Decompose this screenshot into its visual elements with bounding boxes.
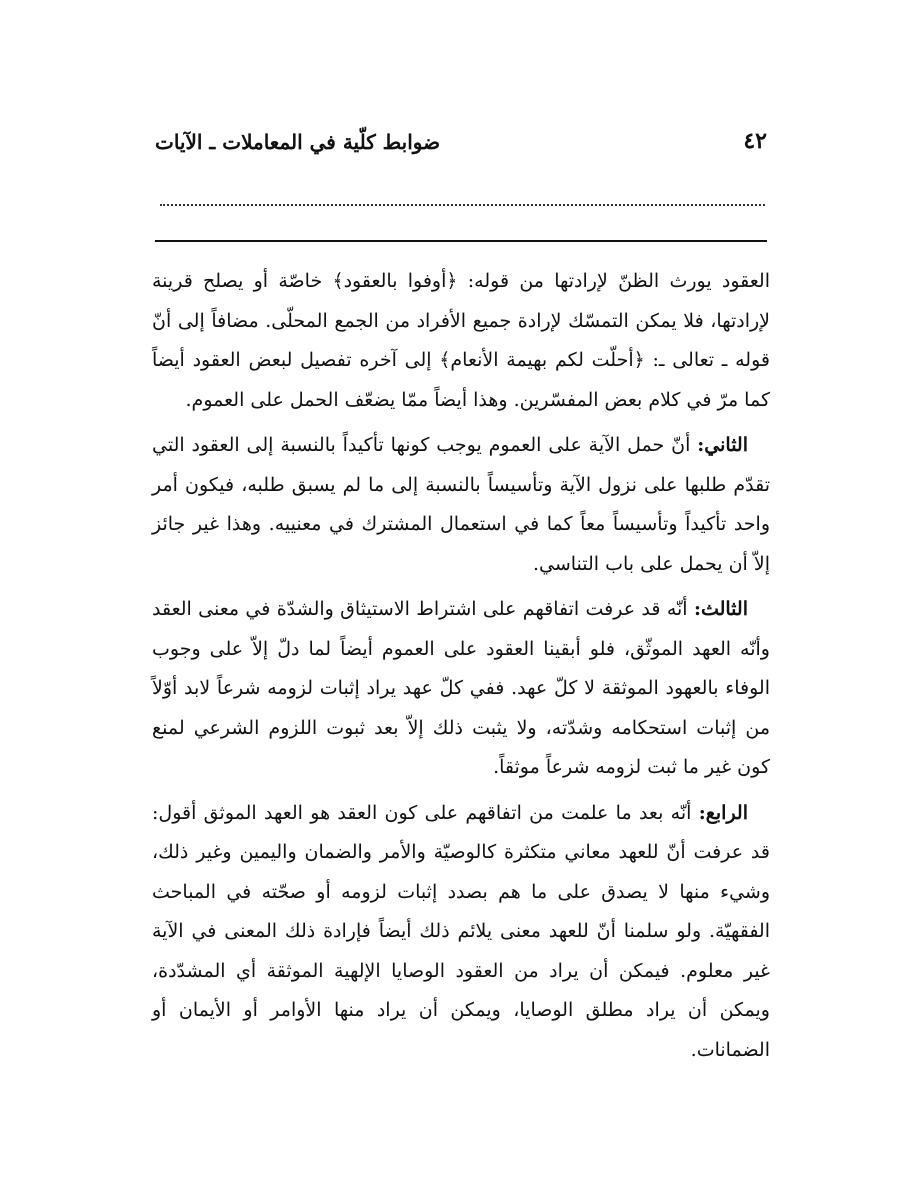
paragraph-2-lead: الثاني: (697, 434, 748, 456)
header-rule (155, 240, 767, 242)
paragraph-4-text: أنّه بعد ما علمت من اتفاقهم على كون العقد هو العهد الموثق أقول: قد عرفت أنّ للعهد معاني متكثرة كالوصيّة والأمر والضمان واليمين وغير ذلك، وشيء منها لا يصدق على ما هم بصدد إثبات لزومه أو صحّته في المباحث الفقهيّة. ولو سلمنا أنّ للعهد معنى يلائم ذلك أيضاً فإرادة ذلك المعنى في الآية غير معلوم. فيمكن أن يراد من العقود الوصايا الإلهية الموثقة أي المشدّدة، ويمكن أن يراد مطلق الوصايا، ويمكن أن يراد منها الأوامر أو الأيمان أو الضمانات. (152, 801, 770, 1061)
paragraph-2 (152, 426, 770, 584)
body-text (152, 262, 770, 1076)
paragraph-3-text: أنّه قد عرفت اتفاقهم على اشتراط الاستيثاق والشدّة في معنى العقد وأنّه العهد الموثّق، فلو أبقينا العقود على العموم أيضاً لما دلّ إلاّ على وجوب الوفاء بالعهود الموثقة لا كلّ عهد. ففي كلّ عهد يراد إثبات لزومه شرعاً لابد أوّلاً من إثبات استحكامه وشدّته، ولا يثبت ذلك إلاّ بعد ثبوت اللزوم الشرعي لمنع كون غير ما ثبت لزومه شرعاً موثقاً. (152, 598, 770, 778)
paragraph-3 (152, 590, 770, 788)
paragraph-1 (152, 262, 770, 420)
page-header (155, 128, 767, 168)
dotted-divider (160, 204, 765, 206)
page-number: ٤٢ (743, 128, 767, 154)
running-title: ضوابط كلّية في المعاملات ـ الآيات (155, 130, 441, 154)
paragraph-3-lead: الثالث: (693, 598, 748, 620)
paragraph-4 (152, 794, 770, 1071)
paragraph-4-lead: الرابع: (698, 801, 748, 824)
paragraph-1-text: العقود يورث الظنّ لإرادتها من قوله: ﴿أوفوا بالعقود﴾ خاصّة أو يصلح قرينة لإرادتها، فلا يمكن التمسّك لإرادة جميع الأفراد من الجمع المحلّى. مضافاً إلى أنّ قوله ـ تعالى ـ: ﴿أحلّت لكم بهيمة الأنعام﴾ إلى آخره تفصيل لبعض العقود أيضاً كما مرّ في كلام بعض المفسّرين. وهذا أيضاً ممّا يضعّف الحمل على العموم. (152, 270, 770, 411)
paragraph-2-text: أنّ حمل الآية على العموم يوجب كونها تأكيداً بالنسبة إلى العقود التي تقدّم طلبها على نزول الآية وتأسيساً بالنسبة إلى ما لم يسبق طلبه، فيكون أمر واحد تأكيداً وتأسيساً معاً كما في استعمال المشترك في معنييه. وهذا غير جائز إلاّ أن يحمل على باب التناسي. (152, 434, 770, 575)
